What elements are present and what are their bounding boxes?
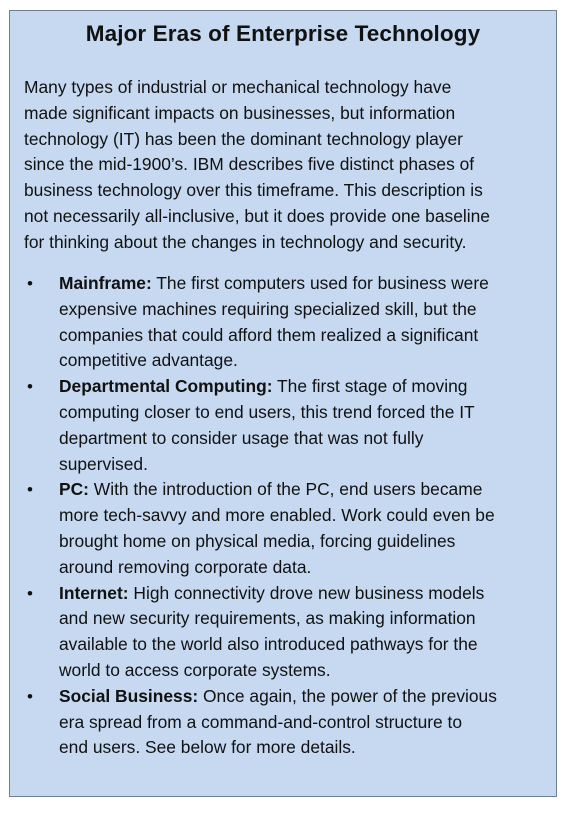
era-line: world to access corporate systems. — [59, 659, 331, 680]
intro-line: technology (IT) has been the dominant technology player — [24, 128, 463, 149]
sidebar-box — [9, 10, 557, 797]
era-term: Departmental Computing: — [59, 376, 273, 397]
era-line — [59, 581, 556, 607]
bullet-icon: • — [27, 377, 33, 397]
era-text: Once again, the power of the previous — [198, 685, 497, 706]
era-term: Internet: — [59, 582, 129, 603]
era-line — [59, 477, 556, 503]
era-line: more tech-savvy and more enabled. Work could even be — [59, 505, 495, 526]
era-item-social-business — [10, 684, 556, 761]
intro-line: business technology over this timeframe. This description is — [24, 180, 483, 201]
era-line: available to the world also introduced pathways for the — [59, 634, 478, 655]
era-line: computing closer to end users, this trend forced the IT — [59, 401, 475, 422]
era-text: High connectivity drove new business models — [128, 582, 485, 603]
era-line: and new security requirements, as making information — [59, 608, 476, 629]
era-list — [10, 271, 556, 761]
era-line: era spread from a command-and-control structure to — [59, 711, 463, 732]
era-line: brought home on physical media, forcing guidelines — [59, 530, 456, 551]
era-text: The first stage of moving — [272, 376, 468, 397]
era-item-departmental-computing — [10, 374, 556, 477]
era-line: competitive advantage. — [59, 350, 238, 371]
era-text: The first computers used for business were — [151, 273, 489, 293]
era-line: end users. See below for more details. — [59, 737, 356, 758]
era-term: Social Business: — [59, 685, 199, 706]
era-line — [59, 684, 556, 710]
era-item-internet — [10, 581, 556, 684]
era-line: supervised. — [59, 453, 148, 474]
intro-line: for thinking about the changes in technology and security. — [24, 231, 467, 252]
era-line: around removing corporate data. — [59, 556, 312, 577]
era-item-pc — [10, 477, 556, 580]
era-term: PC: — [59, 479, 89, 500]
era-line — [59, 374, 556, 400]
intro-line: not necessarily all-inclusive, but it does provide one baseline — [24, 205, 490, 226]
bullet-icon: • — [27, 274, 33, 293]
intro-line: since the mid-1900’s. IBM describes five distinct phases of — [24, 154, 475, 175]
era-line: companies that could afford them realized a significant — [59, 324, 479, 345]
era-line: department to consider usage that was not fully — [59, 427, 424, 448]
intro-line: made significant impacts on businesses, but information — [24, 102, 456, 123]
bullet-icon: • — [27, 583, 33, 603]
era-text: With the introduction of the PC, end users became — [88, 479, 483, 500]
box-title: Major Eras of Enterprise Technology — [85, 21, 481, 46]
bullet-icon: • — [27, 686, 33, 706]
intro-paragraph — [24, 75, 544, 256]
era-term: Mainframe: — [59, 273, 152, 293]
era-line — [59, 271, 556, 297]
era-line: expensive machines requiring specialized skill, but the — [59, 298, 477, 319]
bullet-icon: • — [27, 480, 33, 500]
intro-line: Many types of industrial or mechanical technology have — [24, 77, 452, 97]
era-item-mainframe — [10, 271, 556, 374]
